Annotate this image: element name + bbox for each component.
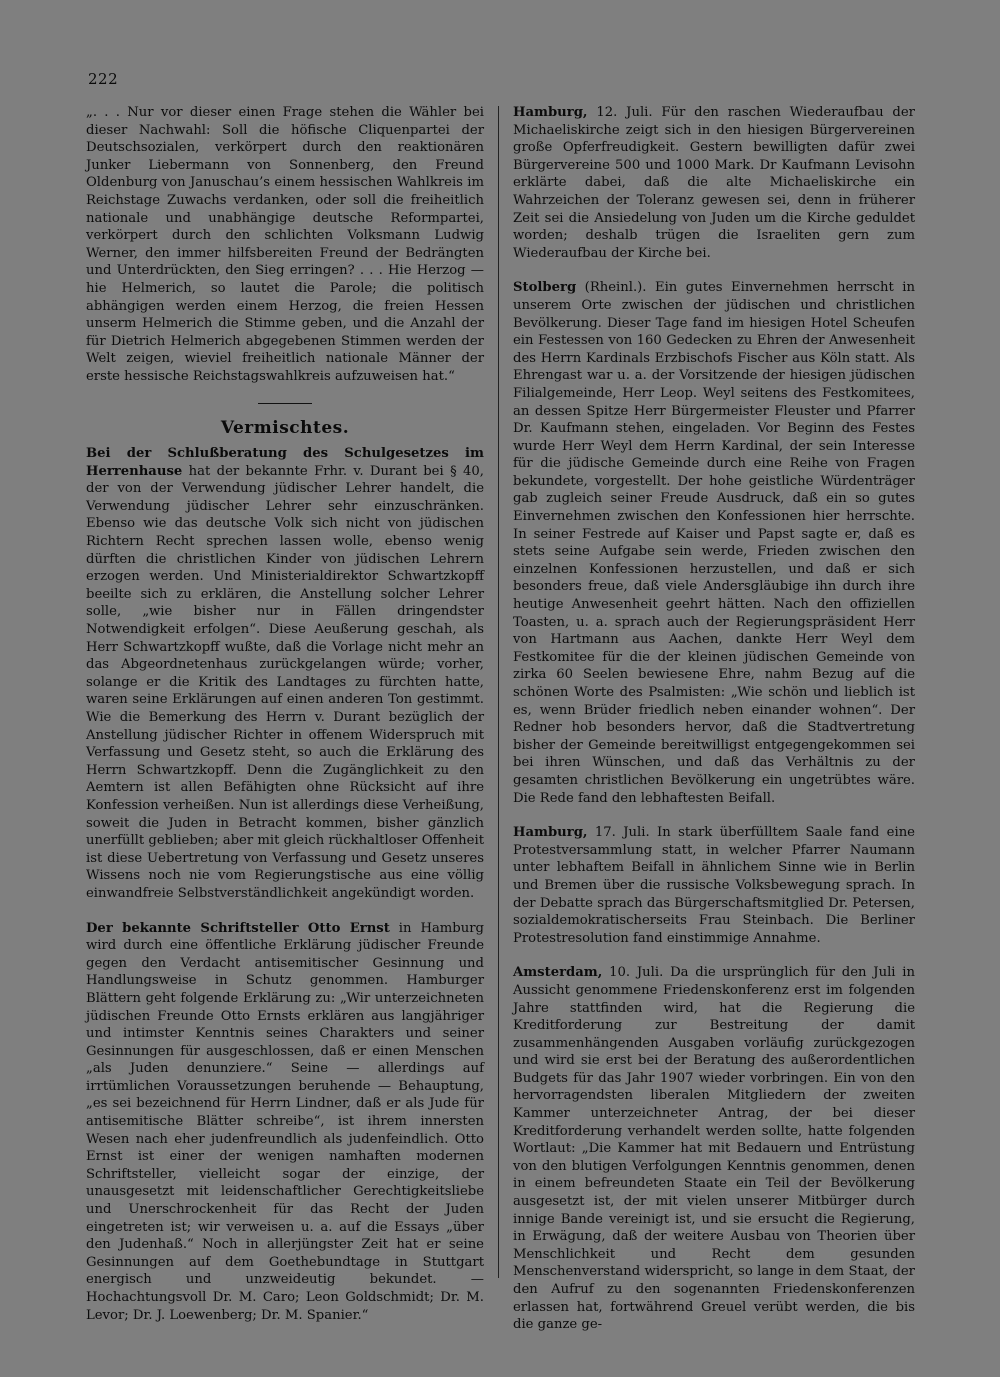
dateline-amsterdam: Amsterdam, — [513, 965, 603, 981]
article-schulgesetz-body: hat der bekannte Frhr. v. Durant bei § 40, der von der Verwendung jüdischer Lehrer handelt, die Verwendung jüdischer Lehrer sehr einzuschränken. Ebenso wie das deutsche Volk sich nicht von jüdischen Richtern Recht sprechen lassen wolle, ebenso wenig dürften die christlichen Kinder von jüdischen Lehrern erzogen werden. Und Ministerialdirektor Schwartzkopff beeilte sich zu erklären, die Anstellung solcher Lehrer solle, „wie bisher nur in Fällen dringendster Notwendigkeit erfolgen“. Diese Aeußerung geschah, als Herr Schwartzkopff wußte, daß die Vorlage nicht mehr an das Abgeordnetenhaus zurückgelangen würde; vorher, solange er die Kritik des Landtages zu fürchten hatte, waren seine Erklärungen auf einen anderen Ton gestimmt. Wie die Bemerkung des Herrn v. Durant bezüglich der Anstellung jüdischer Richter in offenem Widerspruch mit Verfassung und Gesetz steht, so auch die Erklärung des Herrn Schwartzkopff. Denn die Zugänglichkeit zu den Aemtern ist allen Befähigten ohne Rücksicht auf ihre Konfession verheißen. Nun ist allerdings diese Verheißung, soweit die Juden in Betracht kommen, bisher gänzlich unerfüllt geblieben; aber mit gleich rückhaltloser Offenheit ist diese Uebertretung von Verfassung und Gesetz unseres Wissens noch nie vom Regierungstische aus eine völlig einwandfreie Selbstverständlichkeit angekündigt worden. — [86, 463, 484, 901]
dateline-stolberg: Stolberg — [513, 280, 577, 296]
news-item-hamburg-2 — [513, 824, 915, 947]
article-otto-ernst-head: Der bekannte Schriftsteller Otto Ernst — [86, 920, 390, 936]
news-body-hamburg-2: 17. Juli. In stark überfülltem Saale fand eine Protestversammlung statt, in welcher Pfarrer Naumann unter lebhaftem Beifall in ähnlichem Sinne wie in Berlin und Bremen über die russische Volksbewegung sprach. In der Debatte sprach das Bürgerschaftsmitglied Dr. Petersen, sozialdemokratischerseits Frau Steinbach. Die Berliner Protestresolution fand einstimmige Annahme. — [513, 825, 915, 946]
section-title: Vermischtes. — [220, 417, 350, 438]
column-rule — [498, 106, 499, 1278]
news-body-hamburg-1: 12. Juli. Für den raschen Wiederaufbau der Michaeliskirche zeigt sich in den hiesigen Bürgervereinen große Opferfreudigkeit. Gestern bewilligten dafür zwei Bürgervereine 500 und 1000 Mark. Dr Kaufmann Levisohn erklärte dabei, daß die alte Michaeliskirche ein Wahrzeichen der Toleranz gewesen sei, denn in früherer Zeit sei die Ansiedelung von Juden um die Kirche geduldet worden; deshalb trügen die Israeliten gern zum Wiederaufbau der Kirche bei. — [513, 105, 915, 261]
news-body-amsterdam: 10. Juli. Da die ursprünglich für den Juli in Aussicht genommene Friedenskonferenz erst im folgenden Jahre stattfinden wird, hat die Regierung die Kreditforderung zur Bestreitung der damit zusammenhängenden Ausgaben vorläufig zurückgezogen und wird sie erst bei der Beratung des außerordentlichen Budgets für das Jahr 1907 wieder vorbringen. Ein von den hervorragendsten liberalen Mitgliedern der zweiten Kammer unterzeichneter Antrag, der bei dieser Kreditforderung verhandelt werden sollte, hatte folgenden Wortlaut: „Die Kammer hat mit Bedauern und Entrüstung von den blutigen Verfolgungen Kenntnis genommen, denen in einem befreundeten Staate ein Teil der Bevölkerung ausgesetzt ist, der mit vielen unserer Mitbürger durch innige Bande vereinigt ist, und sie ersucht die Regierung, in Erwägung, daß der weitere Ausbau von Theorien über Menschlichkeit und Recht dem gesunden Menschenverstand widerspricht, so lange in dem Staat, der den Aufruf zu den sogenannten Friedenskonferenzen erlassen hat, fortwährend Greuel verübt werden, die bis die ganze ge- — [513, 965, 915, 1333]
page-number: 222 — [88, 70, 119, 88]
article-otto-ernst — [86, 920, 484, 1325]
article-otto-ernst-body: in Hamburg wird durch eine öffentliche Erklärung jüdischer Freunde gegen den Verdacht antisemitischer Gesinnung und Handlungsweise in Schutz genommen. Hamburger Blättern geht folgende Erklärung zu: „Wir unterzeichneten jüdischen Freunde Otto Ernsts erklären aus langjähriger und intimster Kenntnis seines Charakters und seiner Gesinnungen für ausgeschlossen, daß er einen Menschen „als Juden denunziere.“ Seine — allerdings auf irrtümlichen Voraussetzungen beruhende — Behauptung, „es sei bezeichnend für Herrn Lindner, daß er als Jude für antisemitische Blätter schreibe“, ist ihrem innersten Wesen nach eher judenfreundlich als judenfeindlich. Otto Ernst ist einer der wenigen namhaften modernen Schriftsteller, vielleicht sogar der einzige, der unausgesetzt mit leidenschaftlicher Gerechtigkeitsliebe und Unerschrockenheit für das Recht der Juden eingetreten ist; wir verweisen u. a. auf die Essays „über den Judenhaß.“ Noch in allerjüngster Zeit hat er seine Gesinnungen auf dem Goethebundtage in Stuttgart energisch und unzweideutig bekundet. — Hochachtungsvoll Dr. M. Caro; Leon Goldschmidt; Dr. M. Levor; Dr. J. Loewenberg; Dr. M. Spanier.“ — [86, 920, 484, 1323]
dateline-hamburg-1: Hamburg, — [513, 105, 588, 120]
news-item-hamburg-1 — [513, 104, 915, 262]
quote-paragraph: „. . . Nur vor dieser einen Frage stehen die Wähler bei dieser Nachwahl: Soll die höfische Cliquenpartei der Deutschsozialen, verkörpert durch den reaktionären Junker Liebermann von Sonnenberg, den Freund Oldenburg von Januschau’s einem hessischen Wahlkreis im Reichstage Zuwachs verdanken, oder soll die freiheitlich nationale und unabhängige deutsche Reformpartei, verkörpert durch den schlichten Volksmann Ludwig Werner, den immer hilfsbereiten Freund der Bedrängten und Unterdrückten, den Sieg erringen? . . . Hie Herzog — hie Helmerich, so lautet die Parole; die politisch abhängigen werden einem Herzog, die freien Hessen unserm Helmerich die Stimme geben, und die Anzahl der für Dietrich Helmerich abgegebenen Stimmen werden der Welt zeigen, wieviel freiheitlich nationale Männer der erste hessische Reichstagswahlkreis aufzuweisen hat.“ — [86, 105, 484, 384]
news-item-amsterdam — [513, 964, 915, 1333]
article-schulgesetz — [86, 445, 484, 902]
section-divider — [258, 403, 312, 404]
right-column — [513, 104, 915, 1351]
news-body-stolberg: (Rheinl.). Ein gutes Einvernehmen herrscht in unserem Orte zwischen der jüdischen und christlichen Bevölkerung. Dieser Tage fand im hiesigen Hotel Scheufen ein Festessen von 160 Gedecken zu Ehren der Anwesenheit des Herrn Kardinals Erzbischofs Fischer aus Köln statt. Als Ehrengast war u. a. der Vorsitzende der hiesigen jüdischen Filialgemeinde, Herr Leop. Weyl seitens des Festkomitees, an dessen Spitze Herr Bürgermeister Fleuster und Pfarrer Dr. Kaufmann stehen, eingeladen. Vor Beginn des Festes wurde Herr Weyl dem Herrn Kardinal, der sein Interesse für die jüdische Gemeinde durch eine Reihe von Fragen bekundete, vorgestellt. Der hohe geistliche Würdenträger gab zugleich seiner Freude Ausdruck, daß ein so gutes Einvernehmen zwischen den Konfessionen hier herrschte. In seiner Festrede auf Kaiser und Papst sagte er, daß es stets seine Aufgabe sein werde, Frieden zwischen den einzelnen Konfessionen herzustellen, und daß er sich besonders freue, daß viele Andersgläubige ihn durch ihre heutige Anwesenheit geehrt hätten. Nach den offiziellen Toasten, u. a. sprach auch der Regierungspräsident Herr von Hartmann aus Aachen, dankte Herr Weyl dem Festkomitee für die der kleinen jüdischen Gemeinde von zirka 60 Seelen bewiesene Ehre, nahm Bezug auf die schönen Worte des Psalmisten: „Wie schön und lieblich ist es, wenn Brüder friedlich neben einander wohnen“. Der Redner hob besonders hervor, daß die Stadtvertretung bisher der Gemeinde bereitwilligst entgegengekommen sei bei ihren Wünschen, und daß das Verhältnis zu der gesamten christlichen Bevölkerung ein ungetrübtes wäre. Die Rede fand den lebhaftesten Beifall. — [513, 280, 915, 806]
article-schulgesetz-head: Bei der Schlußberatung des Schulgesetzes im Herrenhause — [86, 446, 484, 479]
left-column — [86, 104, 484, 1341]
dateline-hamburg-2: Hamburg, — [513, 825, 588, 841]
news-item-stolberg — [513, 279, 915, 807]
